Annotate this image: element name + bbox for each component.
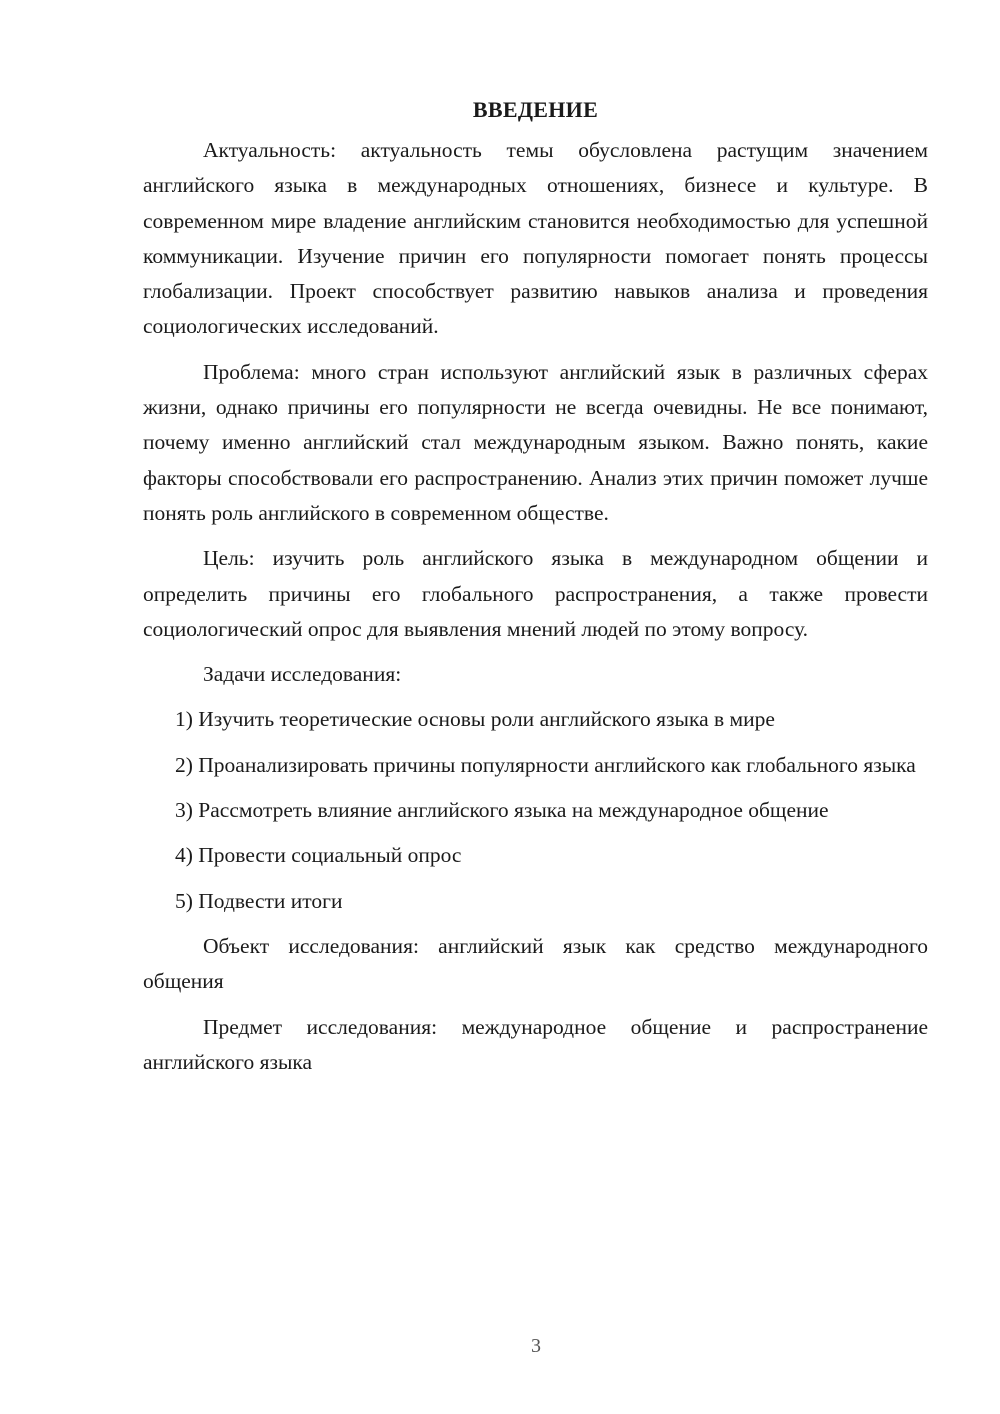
task-item-3: 3) Рассмотреть влияние английского языка на международное общение xyxy=(175,798,829,823)
page-number: 3 xyxy=(531,1335,541,1357)
task-item-4: 4) Провести социальный опрос xyxy=(175,843,462,868)
task-item-5: 5) Подвести итоги xyxy=(175,888,343,913)
task-item-1: 1) Изучить теоретические основы роли английского языка в мире xyxy=(175,707,775,732)
object-paragraph: Объект исследования: английский язык как средство международного общения xyxy=(143,933,928,994)
goal-paragraph: Цель: изучить роль английского языка в международном общении и определить причины его глобального распространения, а также провести социологический опрос для выявления мнений людей по этому вопросу. xyxy=(143,546,928,641)
subject-paragraph: Предмет исследования: международное общение и распространение английского языка xyxy=(143,1014,928,1074)
relevance-paragraph: Актуальность: актуальность темы обусловлена растущим значением английского языка в международных отношениях, бизнесе и культуре. В современном мире владение английским становится необходимостью для успешной коммуникации. Изучение причин его популярности помогает понять процессы глобализации. Проект способствует развитию навыков анализа и проведения социологических исследований. xyxy=(143,138,928,339)
tasks-heading: Задачи исследования: xyxy=(203,662,402,687)
task-item-2: 2) Проанализировать причины популярности английского как глобального языка xyxy=(175,752,916,777)
section-title: ВВЕДЕНИЕ xyxy=(472,97,599,122)
problem-paragraph: Проблема: много стран используют английский язык в различных сферах жизни, однако причины его популярности не всегда очевидны. Не все понимают, почему именно английский стал международным языком. Важно понять, какие факторы способствовали его распространению. Анализ этих причин поможет лучше понять роль английского в современном обществе. xyxy=(143,359,928,525)
document-page xyxy=(143,92,928,1090)
